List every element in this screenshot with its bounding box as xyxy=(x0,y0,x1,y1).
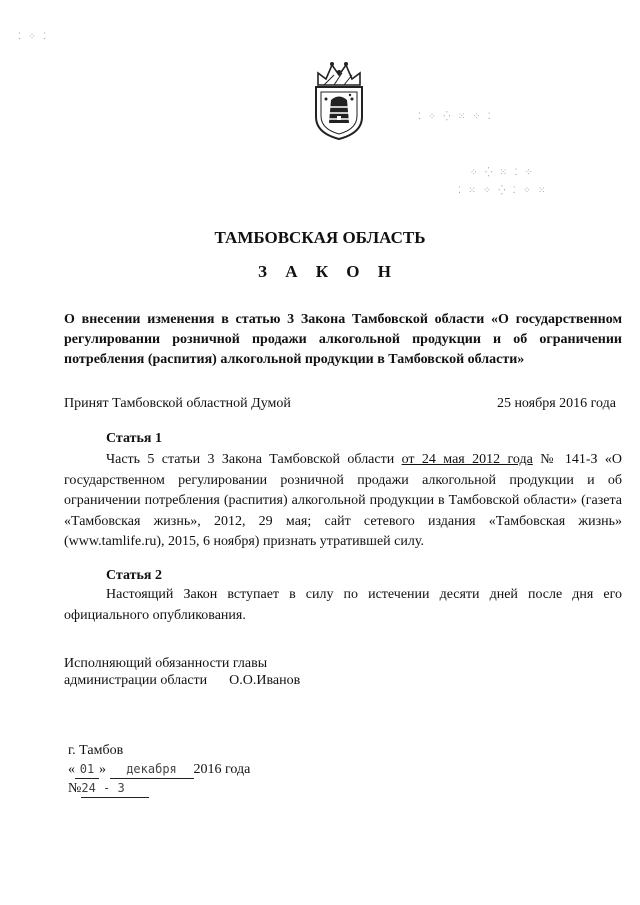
article-2-text: Настоящий Закон вступает в силу по истечении десяти дней после дня его официального опубликования. xyxy=(64,587,622,623)
tambov-coat-of-arms-icon xyxy=(304,55,374,141)
quote-open: « xyxy=(68,762,75,777)
document-type: З А К О Н xyxy=(257,262,399,281)
law-number: 24 - З xyxy=(81,779,149,798)
article-1-heading: Статья 1 xyxy=(106,431,162,446)
adopted-by: Принят Тамбовской областной Думой xyxy=(64,396,291,411)
article-2-heading: Статья 2 xyxy=(106,568,162,583)
scan-artifact: ⁘ ⁛ ⁙ ⁚ ⁘ xyxy=(470,168,534,178)
article-1-text xyxy=(64,450,622,553)
number-sign: № xyxy=(68,781,82,796)
signatory-name: О.О.Иванов xyxy=(229,673,301,688)
signing-year: 2016 года xyxy=(193,762,251,777)
article-1-text-part: Часть 5 статьи 3 Закона Тамбовской области xyxy=(106,452,402,467)
scan-artifact: ⁚ ⁘ ⁚ xyxy=(18,32,48,42)
article-1-law-date: от 24 мая 2012 года xyxy=(401,452,533,467)
law-subject: О внесении изменения в статью 3 Закона Тамбовской области «О государственном регулировании розничной продажи алкогольной продукции и об ограничении потребления (распития) алкогольной продукции в Тамбовской области» xyxy=(64,312,622,367)
scan-artifact: ⁚ ⁘ ⁛ ⁙ ⁘ ⁚ xyxy=(418,112,492,122)
signature-block xyxy=(64,655,300,689)
place-and-date-block xyxy=(68,742,250,798)
scan-artifact: ⁚ ⁙ ⁘ ⁛ ⁚ ⁘ ⁙ xyxy=(458,186,547,196)
region-title: ТАМБОВСКАЯ ОБЛАСТЬ xyxy=(214,228,426,247)
law-number-line xyxy=(68,779,250,798)
signing-day: 01 xyxy=(75,760,99,779)
signatory-title-line-1: Исполняющий обязанности главы xyxy=(64,656,268,671)
city: г. Тамбов xyxy=(68,743,124,758)
quote-close: » xyxy=(99,762,106,777)
signing-date xyxy=(68,760,250,779)
signing-month: декабря xyxy=(110,760,194,779)
adopted-date: 25 ноября 2016 года xyxy=(496,396,616,411)
signatory-title: администрации области xyxy=(64,673,208,688)
signatory-title-line-2 xyxy=(64,672,300,689)
article-1-text-part: № 141-З «О государственном регулировании розничной продажи алкогольной продукции и об ограничении потребления (распития) алкогольной продукции в Тамбовской области» (газета «Тамбовская жизнь», 2012, 29 мая; сайт сетевого издания «Тамбовская жизнь» (www.tamlife.ru), 2015, 6 ноября) признать утратившей силу. xyxy=(64,452,622,549)
